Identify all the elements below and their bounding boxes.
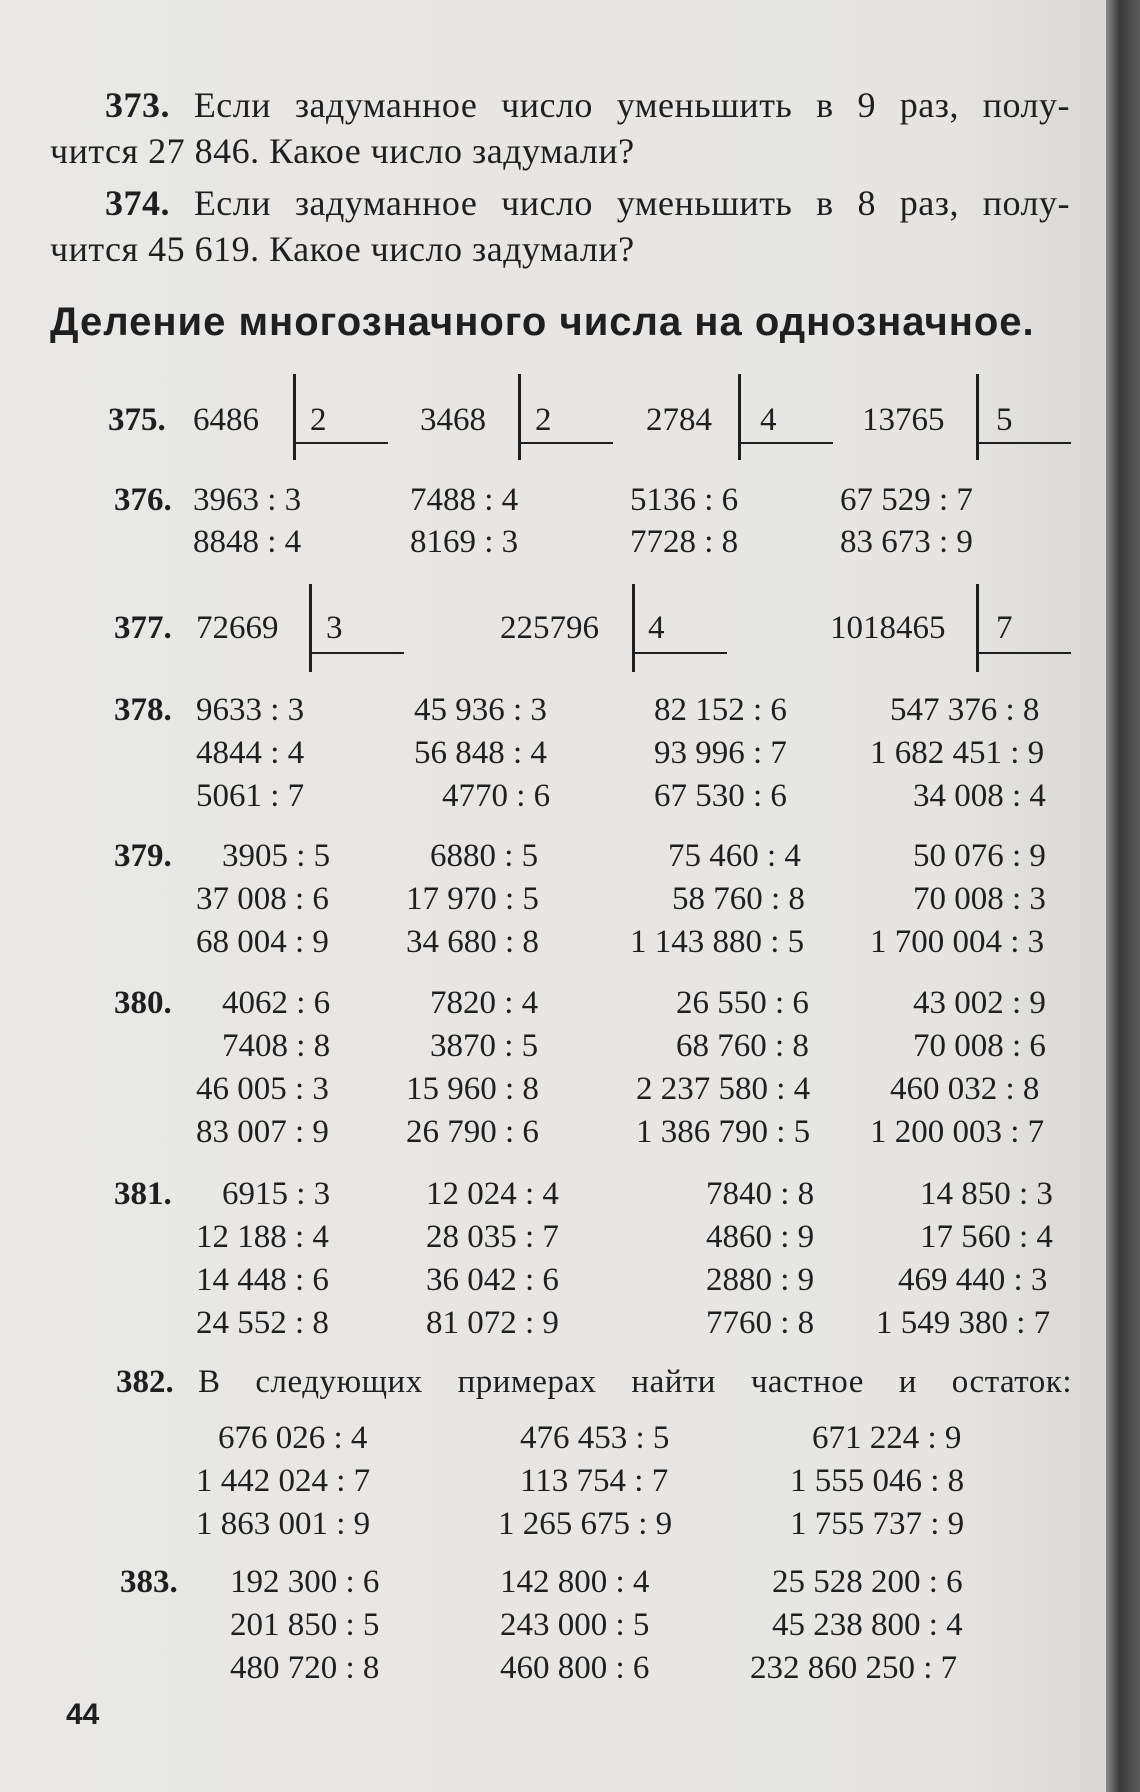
division-example: 45 238 800 : 4 xyxy=(772,1607,963,1643)
division-example: 34 008 : 4 xyxy=(913,778,1046,814)
division-bar xyxy=(976,584,979,672)
division-example: 1 143 880 : 5 xyxy=(630,924,805,960)
exercise-375-number: 375. xyxy=(108,402,166,438)
problem-373-line-1: 373. Если задуманное число уменьшить в 9 раз, полу- xyxy=(105,85,1070,125)
problem-374-line-1: 374. Если задуманное число уменьшить в 8 раз, полу- xyxy=(105,183,1070,223)
division-line xyxy=(979,652,1071,654)
division-example: 81 072 : 9 xyxy=(426,1305,559,1341)
divisor: 5 xyxy=(996,402,1013,438)
division-example: 70 008 : 3 xyxy=(913,881,1046,917)
division-example: 480 720 : 8 xyxy=(230,1650,380,1686)
division-example: 1 682 451 : 9 xyxy=(870,735,1045,771)
division-line xyxy=(296,442,388,444)
division-example: 12 188 : 4 xyxy=(196,1219,329,1255)
dividend: 13765 xyxy=(862,402,945,438)
division-example: 7488 : 4 xyxy=(410,482,519,518)
division-example: 68 760 : 8 xyxy=(676,1028,809,1064)
division-example: 7408 : 8 xyxy=(222,1028,331,1064)
division-line xyxy=(312,652,404,654)
division-example: 4860 : 9 xyxy=(706,1219,815,1255)
problem-373 xyxy=(50,82,1070,174)
division-example: 3963 : 3 xyxy=(193,482,302,518)
division-example: 1 200 003 : 7 xyxy=(870,1114,1045,1150)
division-example: 2 237 580 : 4 xyxy=(636,1071,811,1107)
division-example: 93 996 : 7 xyxy=(654,735,787,771)
division-example: 1 386 790 : 5 xyxy=(636,1114,811,1150)
dividend: 225796 xyxy=(500,610,599,646)
division-example: 243 000 : 5 xyxy=(500,1607,650,1643)
divisor: 4 xyxy=(648,610,665,646)
page-number: 44 xyxy=(66,1698,100,1731)
division-example: 43 002 : 9 xyxy=(913,985,1046,1021)
division-example: 1 442 024 : 7 xyxy=(196,1463,371,1499)
division-bar xyxy=(293,374,296,460)
division-example: 24 552 : 8 xyxy=(196,1305,329,1341)
dividend: 2784 xyxy=(646,402,712,438)
division-example: 36 042 : 6 xyxy=(426,1262,559,1298)
division-bar xyxy=(976,374,979,460)
division-example: 83 673 : 9 xyxy=(840,524,973,560)
division-line xyxy=(979,442,1071,444)
division-example: 46 005 : 3 xyxy=(196,1071,329,1107)
problem-373-number: 373. xyxy=(105,85,170,125)
division-example: 34 680 : 8 xyxy=(406,924,539,960)
division-example: 5061 : 7 xyxy=(196,778,305,814)
division-example: 671 224 : 9 xyxy=(812,1420,962,1456)
division-example: 460 032 : 8 xyxy=(890,1071,1040,1107)
division-example: 676 026 : 4 xyxy=(218,1420,368,1456)
division-bar xyxy=(738,374,741,460)
division-example: 58 760 : 8 xyxy=(672,881,805,917)
division-example: 6915 : 3 xyxy=(222,1176,331,1212)
section-heading: Деление многозначного числа на однозначное. xyxy=(50,300,1035,344)
division-example: 68 004 : 9 xyxy=(196,924,329,960)
division-example: 7820 : 4 xyxy=(430,985,539,1021)
division-example: 4844 : 4 xyxy=(196,735,305,771)
division-example: 25 528 200 : 6 xyxy=(772,1564,963,1600)
division-example: 232 860 250 : 7 xyxy=(750,1650,958,1686)
division-example: 15 960 : 8 xyxy=(406,1071,539,1107)
division-example: 1 555 046 : 8 xyxy=(790,1463,965,1499)
exercise-376-number: 376. xyxy=(114,482,172,518)
division-example: 8169 : 3 xyxy=(410,524,519,560)
division-example: 26 790 : 6 xyxy=(406,1114,539,1150)
division-example: 476 453 : 5 xyxy=(520,1420,670,1456)
division-line xyxy=(635,652,727,654)
division-example: 7760 : 8 xyxy=(706,1305,815,1341)
exercise-379-number: 379. xyxy=(114,838,172,874)
division-example: 113 754 : 7 xyxy=(520,1463,669,1499)
division-example: 14 850 : 3 xyxy=(920,1176,1053,1212)
division-example: 201 850 : 5 xyxy=(230,1607,380,1643)
division-bar xyxy=(632,584,635,672)
dividend: 3468 xyxy=(420,402,486,438)
division-example: 469 440 : 3 xyxy=(898,1262,1048,1298)
division-example: 67 529 : 7 xyxy=(840,482,973,518)
divisor: 2 xyxy=(310,402,327,438)
division-example: 1 755 737 : 9 xyxy=(790,1506,965,1542)
division-line xyxy=(741,442,833,444)
dividend: 1018465 xyxy=(830,610,946,646)
division-bar xyxy=(309,584,312,672)
division-example: 12 024 : 4 xyxy=(426,1176,559,1212)
problem-374-line-2: чится 45 619. Какое число задумали? xyxy=(50,229,635,269)
exercise-378-number: 378. xyxy=(114,692,172,728)
divisor: 3 xyxy=(326,610,343,646)
division-example: 17 560 : 4 xyxy=(920,1219,1053,1255)
dividend: 6486 xyxy=(193,402,259,438)
division-example: 7840 : 8 xyxy=(706,1176,815,1212)
exercise-382-number: 382. xyxy=(116,1364,174,1400)
book-spine-shadow xyxy=(1106,0,1140,1792)
division-example: 70 008 : 6 xyxy=(913,1028,1046,1064)
division-example: 547 376 : 8 xyxy=(890,692,1040,728)
division-example: 4770 : 6 xyxy=(442,778,551,814)
division-example: 460 800 : 6 xyxy=(500,1650,650,1686)
division-example: 5136 : 6 xyxy=(630,482,739,518)
division-example: 28 035 : 7 xyxy=(426,1219,559,1255)
exercise-377-number: 377. xyxy=(114,610,172,646)
division-example: 1 863 001 : 9 xyxy=(196,1506,371,1542)
exercise-380-number: 380. xyxy=(114,985,172,1021)
division-example: 2880 : 9 xyxy=(706,1262,815,1298)
division-example: 1 700 004 : 3 xyxy=(870,924,1045,960)
problem-374 xyxy=(50,180,1070,272)
division-example: 14 448 : 6 xyxy=(196,1262,329,1298)
divisor: 7 xyxy=(996,610,1013,646)
exercise-382-instruction: В следующих примерах найти частное и остаток: xyxy=(198,1364,1072,1400)
division-example: 75 460 : 4 xyxy=(668,838,801,874)
division-bar xyxy=(518,374,521,460)
division-example: 8848 : 4 xyxy=(193,524,302,560)
dividend: 72669 xyxy=(196,610,279,646)
division-example: 82 152 : 6 xyxy=(654,692,787,728)
division-example: 26 550 : 6 xyxy=(676,985,809,1021)
division-example: 142 800 : 4 xyxy=(500,1564,650,1600)
division-example: 3905 : 5 xyxy=(222,838,331,874)
division-example: 1 549 380 : 7 xyxy=(876,1305,1051,1341)
division-line xyxy=(521,442,613,444)
division-example: 9633 : 3 xyxy=(196,692,305,728)
division-example: 67 530 : 6 xyxy=(654,778,787,814)
exercise-381-number: 381. xyxy=(114,1176,172,1212)
exercise-383-number: 383. xyxy=(120,1564,178,1600)
problem-373-line-2: чится 27 846. Какое число задумали? xyxy=(50,131,635,171)
division-example: 4062 : 6 xyxy=(222,985,331,1021)
division-example: 1 265 675 : 9 xyxy=(498,1506,673,1542)
problem-374-number: 374. xyxy=(105,183,170,223)
division-example: 50 076 : 9 xyxy=(913,838,1046,874)
division-example: 83 007 : 9 xyxy=(196,1114,329,1150)
divisor: 4 xyxy=(760,402,777,438)
division-example: 17 970 : 5 xyxy=(406,881,539,917)
division-example: 37 008 : 6 xyxy=(196,881,329,917)
division-example: 7728 : 8 xyxy=(630,524,739,560)
division-example: 3870 : 5 xyxy=(430,1028,539,1064)
division-example: 192 300 : 6 xyxy=(230,1564,380,1600)
division-example: 45 936 : 3 xyxy=(414,692,547,728)
division-example: 6880 : 5 xyxy=(430,838,539,874)
divisor: 2 xyxy=(535,402,552,438)
division-example: 56 848 : 4 xyxy=(414,735,547,771)
